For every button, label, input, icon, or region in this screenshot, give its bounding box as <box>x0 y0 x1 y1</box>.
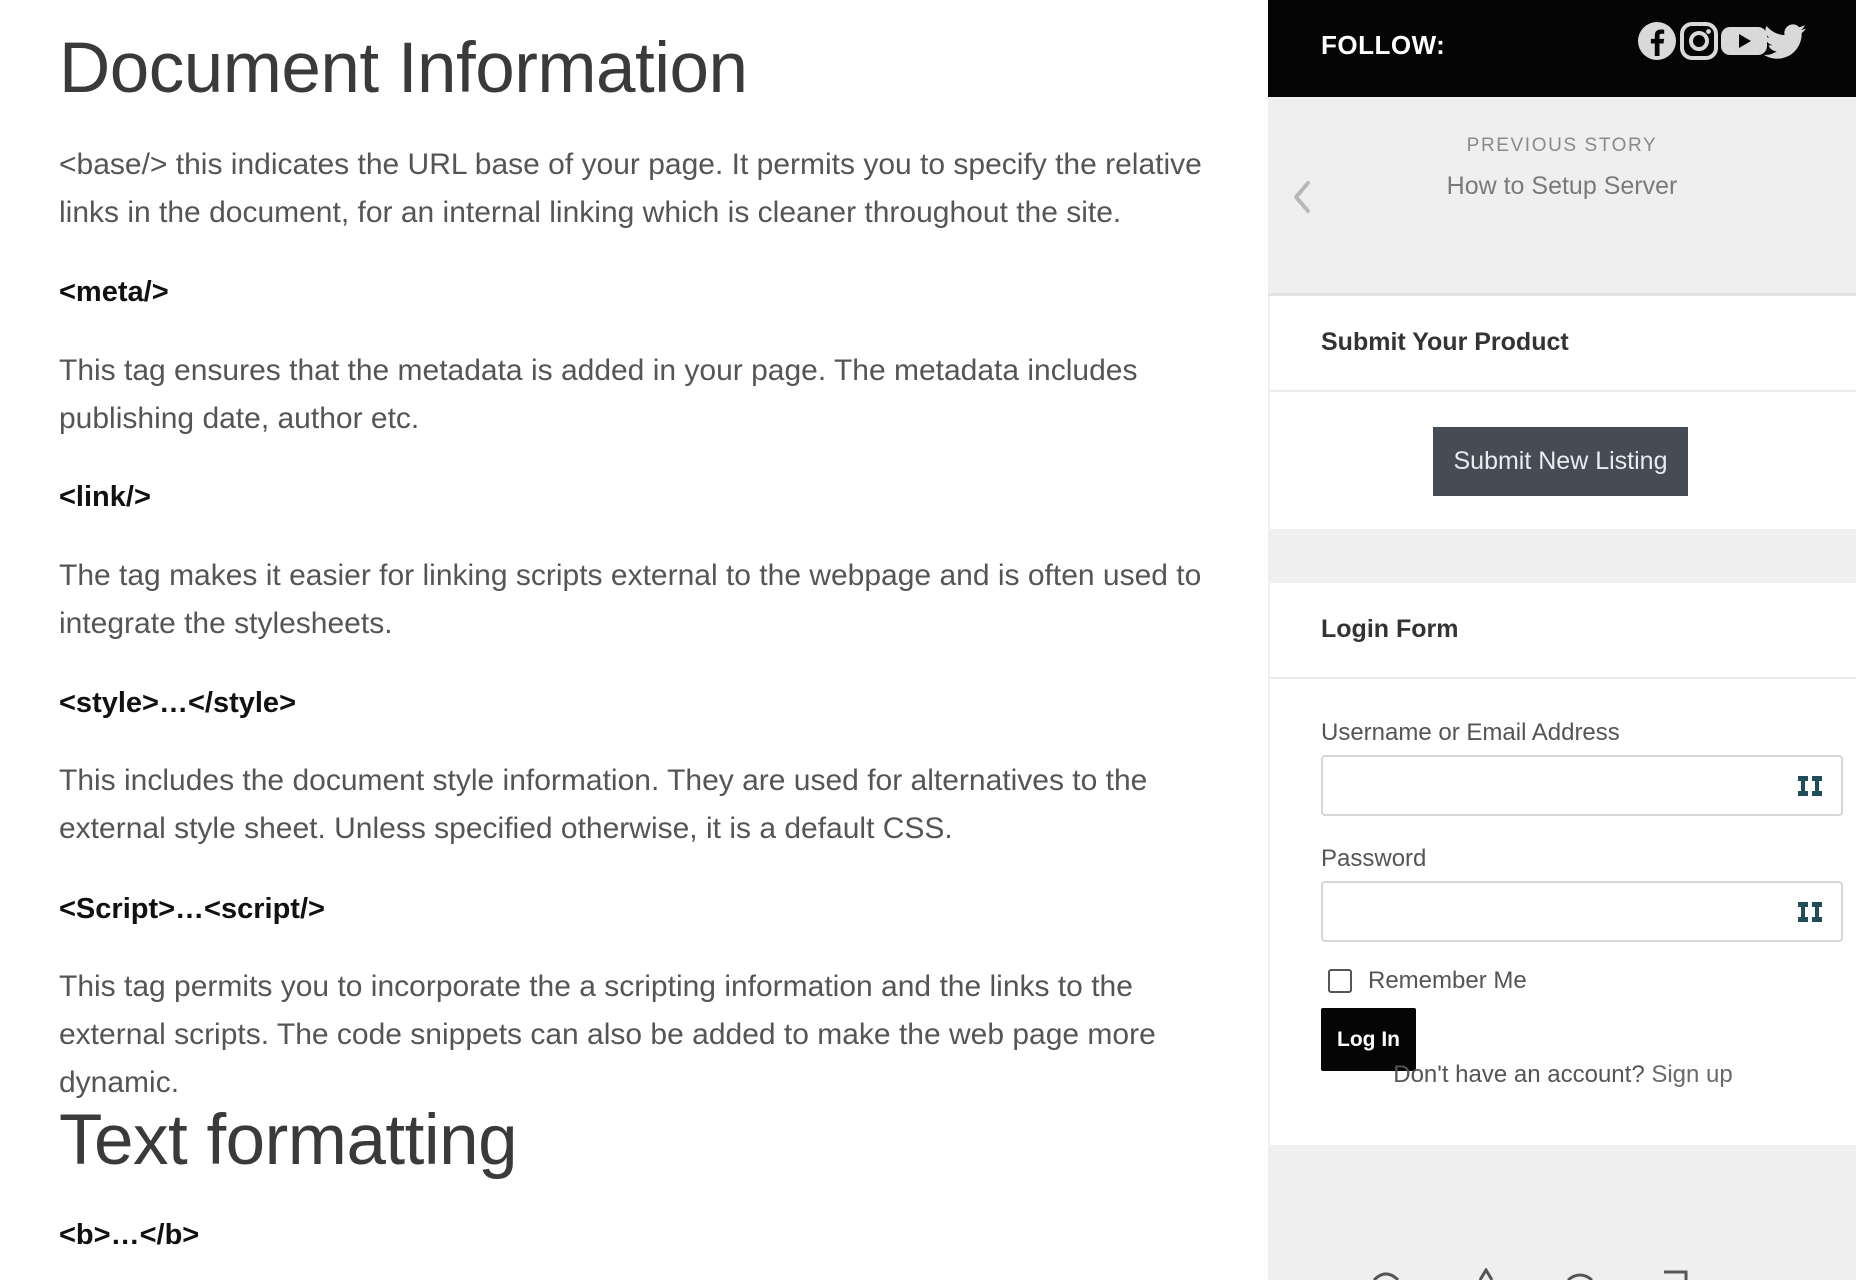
meta-tag-heading: <meta/> <box>59 276 169 308</box>
style-tag-heading: <style>…</style> <box>59 687 296 719</box>
remember-me-checkbox[interactable] <box>1328 969 1352 993</box>
heading-document-information: Document Information <box>59 29 748 108</box>
previous-story-label: PREVIOUS STORY <box>1466 135 1658 156</box>
submit-widget-header <box>1270 296 1856 392</box>
sidebar <box>1268 0 1856 1280</box>
signup-prompt-text: Don't have an account? <box>1393 1061 1645 1088</box>
twitter-icon[interactable] <box>1762 20 1808 62</box>
username-label: Username or Email Address <box>1321 719 1620 746</box>
intro-paragraph: <base/> this indicates the URL base of your page. It permits you to specify the relative links in the document, for an internal linking which is cleaner throughout the site. <box>59 148 1202 229</box>
style-tag-description: This includes the document style information. They are used for alternatives to the external style sheet. Unless specified otherwise, it is a default CSS. <box>59 764 1148 845</box>
link-tag-description: The tag makes it easier for linking scripts external to the webpage and is often used to integrate the stylesheets. <box>59 559 1202 640</box>
submit-widget-title: Submit Your Product <box>1321 328 1569 356</box>
remember-me-row[interactable] <box>1328 967 1527 995</box>
heading-text-formatting: Text formatting <box>59 1101 518 1180</box>
instagram-icon[interactable] <box>1678 20 1720 62</box>
signup-prompt <box>1270 1061 1856 1089</box>
bottom-cut-off-icons <box>1368 1268 1768 1280</box>
follow-bar <box>1268 0 1856 97</box>
bold-tag-heading: <b>…</b> <box>59 1219 200 1251</box>
login-widget-title: Login Form <box>1321 615 1459 643</box>
sign-up-link[interactable]: Sign up <box>1651 1061 1733 1088</box>
password-field-box <box>1321 881 1843 942</box>
login-form-widget <box>1270 583 1856 1145</box>
follow-label: FOLLOW: <box>1321 30 1446 60</box>
login-widget-header <box>1270 583 1856 679</box>
password-input[interactable] <box>1323 883 1783 940</box>
meta-tag-description: This tag ensures that the metadata is added in your page. The metadata includes publishing date, author etc. <box>59 354 1138 435</box>
previous-story-nav[interactable] <box>1268 97 1856 296</box>
link-tag-heading: <link/> <box>59 481 151 513</box>
submit-product-widget <box>1270 296 1856 529</box>
username-input[interactable] <box>1323 757 1783 814</box>
facebook-icon[interactable] <box>1636 20 1678 62</box>
submit-new-listing-button[interactable]: Submit New Listing <box>1433 427 1688 496</box>
log-in-button[interactable]: Log In <box>1321 1008 1416 1071</box>
password-manager-icon[interactable] <box>1797 901 1823 923</box>
remember-me-label[interactable]: Remember Me <box>1368 967 1527 994</box>
youtube-icon[interactable] <box>1720 20 1768 62</box>
password-label: Password <box>1321 845 1427 872</box>
script-tag-description: This tag permits you to incorporate the a scripting information and the links to the external scripts. The code snippets can also be added to make the web page more dynamic. <box>59 970 1156 1099</box>
password-manager-icon[interactable] <box>1797 775 1823 797</box>
script-tag-heading: <Script>…<script/> <box>59 893 325 925</box>
username-field-box <box>1321 755 1843 816</box>
previous-story-title[interactable]: How to Setup Server <box>1446 172 1678 200</box>
